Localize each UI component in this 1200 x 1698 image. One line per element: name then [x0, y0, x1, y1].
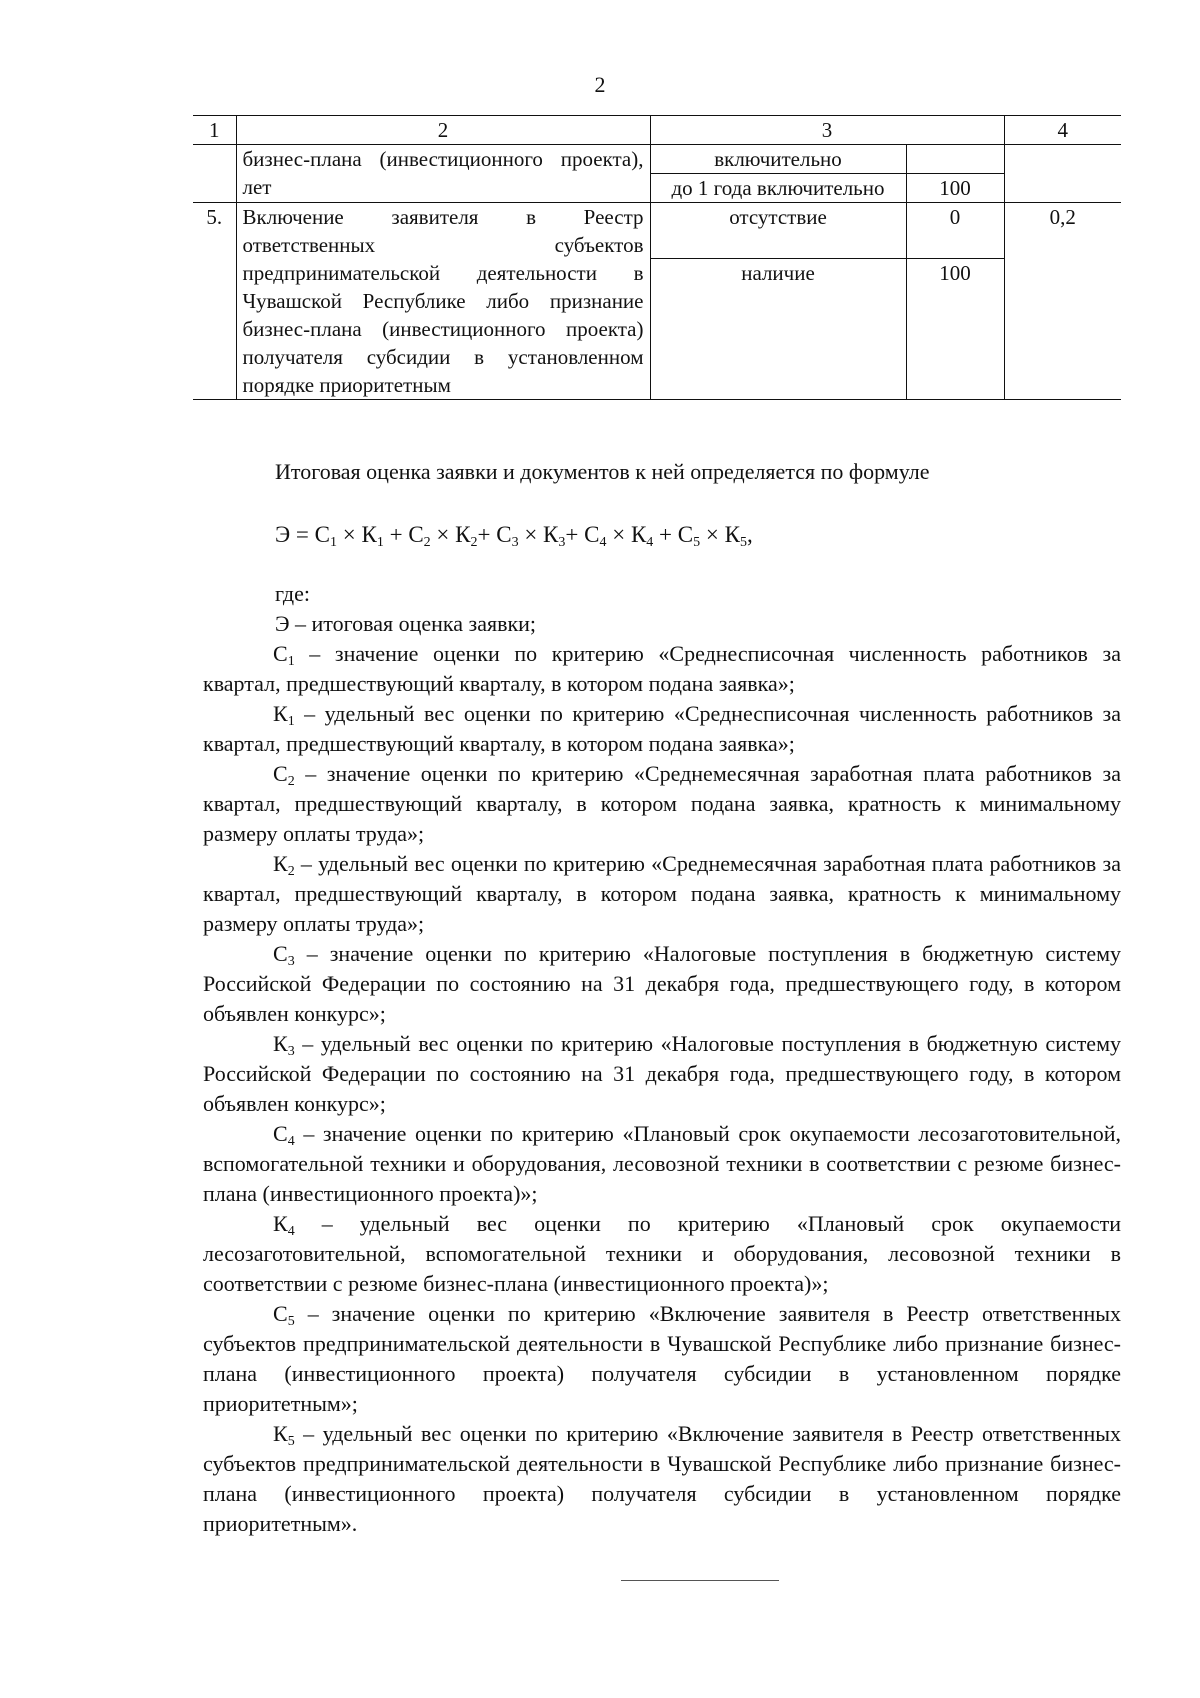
intro-text: Итоговая оценка заявки и документов к ней определяется по формуле	[275, 459, 930, 484]
header-cell-3: 3	[650, 116, 1004, 145]
closing-rule	[621, 1580, 779, 1581]
formula-c: С	[584, 522, 600, 547]
formula-c: С	[314, 522, 330, 547]
formula-k: К	[630, 522, 647, 547]
weight-cell: 0,2	[1004, 203, 1121, 400]
option-points-cell: 100	[906, 174, 1004, 203]
criterion-cell: бизнес-плана (инвестиционного проекта), лет	[236, 145, 650, 203]
definition-k1: $К_1$ – удельный вес оценки по критерию «Среднесписочная численность работников за квартал, предшествующий кварталу, в котором подана заявка»;	[203, 701, 1122, 756]
def-text: – удельный вес оценки по критерию «Среднесписочная численность работников за квартал, предшествующий кварталу, в котором подана заявка»;	[203, 701, 1122, 756]
formula-plus: +	[383, 522, 409, 547]
def-index: 4	[287, 1224, 295, 1239]
def-index: 3	[287, 1044, 295, 1059]
row-number-cell: 5.	[193, 203, 236, 400]
def-text: – удельный вес оценки по критерию «Налоговые поступления в бюджетную систему Российской Федерации по состоянию на 31 декабря года, предшествующего году, в котором объявлен конкурс»;	[203, 1031, 1121, 1116]
formula-index: 5	[693, 535, 701, 550]
def-text: – значение оценки по критерию «Налоговые поступления в бюджетную систему Российской Федерации по состоянию на 31 декабря года, предшествующего году, в котором объявлен конкурс»;	[203, 941, 1122, 1026]
formula-index: 2	[470, 535, 478, 550]
header-cell-4: 4	[1004, 116, 1121, 145]
formula-index: 3	[511, 535, 519, 550]
e-definition: Э – итоговая оценка заявки;	[275, 611, 537, 636]
option-label-cell: отсутствие	[650, 203, 906, 259]
formula-index: 1	[376, 535, 384, 550]
definition-c3: $С_3$ – значение оценки по критерию «Налоговые поступления в бюджетную систему Российской Федерации по состоянию на 31 декабря года, предшествующего году, в котором объявлен конкурс»;	[203, 941, 1122, 1026]
definition-k4: $К_4$ – удельный вес оценки по критерию «Плановый срок окупаемости лесозаготовительной, вспомогательной техники и оборудования, лесовозной техники в соответствии с резюме бизнес-плана (инвестиционного проекта)»;	[203, 1211, 1122, 1296]
definition-c5: $С_5$ – значение оценки по критерию «Включение заявителя в Реестр ответственных субъектов предпринимательской деятельности в Чувашской Республике либо признание бизнес-плана (инвестиционного проекта) получателя субсидии в установленном порядке приоритетным»;	[203, 1301, 1121, 1416]
formula-c: С	[496, 522, 512, 547]
formula-k: К	[455, 522, 471, 547]
def-index: 4	[287, 1134, 295, 1149]
def-text: – удельный вес оценки по критерию «Включение заявителя в Реестр ответственных субъектов предпринимательской деятельности в Чувашской Республике либо признание бизнес-плана (инвестиционного проекта) получателя субсидии в установленном порядке приоритетным».	[203, 1421, 1121, 1536]
formula-index: 1	[330, 535, 337, 550]
where-label: где:	[275, 581, 310, 606]
definition-c1: $С_1$ – значение оценки по критерию «Среднесписочная численность работников за квартал, предшествующий кварталу, в котором подана заявка»;	[203, 641, 1121, 696]
formula-k: К	[361, 522, 377, 547]
formula-c: С	[408, 522, 424, 547]
def-text: – удельный вес оценки по критерию «Плановый срок окупаемости лесозаготовительной, вспомогательной техники и оборудования, лесовозной техники в соответствии с резюме бизнес-плана (инвестиционного проекта)»;	[203, 1211, 1122, 1296]
header-cell-1: 1	[193, 116, 236, 145]
formula-times: ×	[700, 522, 725, 547]
option-label-cell: включительно	[650, 145, 906, 174]
definition-c4: $С_4$ – значение оценки по критерию «Плановый срок окупаемости лесозаготовительной, вспомогательной техники и оборудования, лесовозной техники в соответствии с резюме бизнес-плана (инвестиционного проекта)»;	[203, 1121, 1122, 1206]
formula-times: ×	[337, 522, 362, 547]
def-index: 2	[287, 864, 295, 879]
formula-lhs: Э =	[275, 522, 315, 547]
table-row-5	[193, 203, 1121, 259]
criteria-table	[193, 115, 1121, 400]
def-index: 1	[287, 654, 295, 669]
definition-k3: $К_3$ – удельный вес оценки по критерию «Налоговые поступления в бюджетную систему Российской Федерации по состоянию на 31 декабря года, предшествующего году, в котором объявлен конкурс»;	[203, 1031, 1121, 1116]
formula-times: ×	[518, 522, 544, 547]
table-row-continued	[193, 145, 1121, 174]
criterion-cell: Включение заявителя в Реестр ответственных субъектов предпринимательской деятельности в Чувашской Республике либо признание бизнес-плана (инвестиционного проекта) получателя субсидии в установленном порядке приоритетным	[236, 203, 650, 400]
definition-c2: $С_2$ – значение оценки по критерию «Среднемесячная заработная плата работников за квартал, предшествующий кварталу, в котором подана заявка, кратность к минимальному размеру оплаты труда»;	[203, 761, 1121, 846]
formula-plus: +	[653, 522, 678, 547]
def-index: 3	[287, 954, 295, 969]
formula-times: ×	[606, 522, 631, 547]
formula-k: К	[724, 522, 740, 547]
option-label-cell: до 1 года включительно	[650, 174, 906, 203]
formula-index: 2	[423, 535, 431, 550]
def-index: 1	[287, 714, 295, 729]
def-index: 5	[287, 1434, 295, 1449]
weight-cell	[1004, 145, 1121, 203]
formula-k: К	[543, 522, 559, 547]
def-text: – значение оценки по критерию «Плановый срок окупаемости лесозаготовительной, вспомогательной техники и оборудования, лесовозной техники в соответствии с резюме бизнес-плана (инвестиционного проекта)»;	[203, 1121, 1122, 1206]
row-number-cell	[193, 145, 236, 203]
formula-index: 3	[558, 535, 566, 550]
option-points-cell	[906, 145, 1004, 174]
page-number: 2	[594, 72, 606, 97]
formula-index: 5	[739, 535, 747, 550]
definition-k2: $К_2$ – удельный вес оценки по критерию «Среднемесячная заработная плата работников за квартал, предшествующий кварталу, в котором подана заявка, кратность к минимальному размеру оплаты труда»;	[203, 851, 1122, 936]
option-points-cell: 0	[906, 203, 1004, 259]
formula-times: ×	[430, 522, 456, 547]
formula-plus: +	[565, 522, 585, 547]
def-text: – значение оценки по критерию «Среднесписочная численность работников за квартал, предшествующий кварталу, в котором подана заявка»;	[203, 641, 1121, 696]
def-index: 5	[287, 1314, 295, 1329]
def-text: – удельный вес оценки по критерию «Среднемесячная заработная плата работников за квартал, предшествующий кварталу, в котором подана заявка, кратность к минимальному размеру оплаты труда»;	[203, 851, 1122, 936]
formula-c: С	[677, 522, 694, 547]
table-header-row	[193, 116, 1121, 145]
header-cell-2: 2	[236, 116, 650, 145]
formula-index: 4	[646, 535, 654, 550]
option-label-cell: наличие	[650, 259, 906, 400]
def-text: – значение оценки по критерию «Среднемесячная заработная плата работников за квартал, предшествующий кварталу, в котором подана заявка, кратность к минимальному размеру оплаты труда»;	[203, 761, 1121, 846]
def-index: 2	[287, 774, 295, 789]
def-text: – значение оценки по критерию «Включение заявителя в Реестр ответственных субъектов предпринимательской деятельности в Чувашской Республике либо признание бизнес-плана (инвестиционного проекта) получателя субсидии в установленном порядке приоритетным»;	[203, 1301, 1121, 1416]
formula	[275, 520, 753, 550]
formula-plus: +	[477, 522, 497, 547]
formula-end: ,	[746, 522, 753, 547]
option-points-cell: 100	[906, 259, 1004, 400]
formula-index: 4	[599, 535, 607, 550]
definition-k5: $К_5$ – удельный вес оценки по критерию «Включение заявителя в Реестр ответственных субъектов предпринимательской деятельности в Чувашской Республике либо признание бизнес-плана (инвестиционного проекта) получателя субсидии в установленном порядке приоритетным».	[203, 1421, 1121, 1536]
